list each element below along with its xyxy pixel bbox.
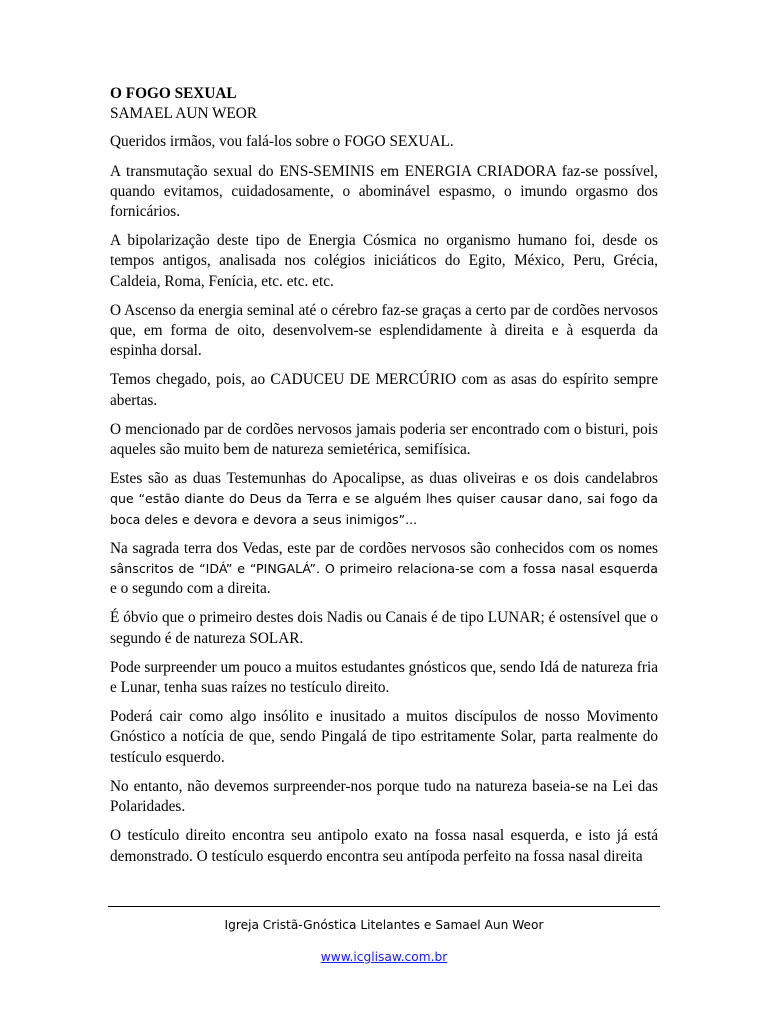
footer-divider [108,906,660,907]
paragraph [110,420,658,460]
paragraph-text: Na sagrada terra dos Vedas, este par de cordões nervosos são conhecidos com os nomes [110,539,658,557]
paragraph [110,301,658,362]
paragraph-text: Estes são as duas Testemunhas do Apocalipse, as duas oliveiras e os dois candelabros [110,470,658,488]
paragraph-text: A transmutação sexual do ENS-SEMINIS em ENERGIA CRIADORA faz-se possível, quando evitamos, cuidadosamente, o abominável espasmo, o imundo orgasmo dos fornicários. [110,162,658,221]
document-author: SAMAEL AUN WEOR [110,105,258,123]
paragraph-text: No entanto, não devemos surpreender-nos porque tudo na natureza baseia-se na Lei das Polaridades. [110,777,658,816]
paragraph-text: Temos chegado, pois, ao CADUCEU DE MERCÚRIO com as asas do espírito sempre abertas. [110,371,658,409]
paragraph-text: O mencionado par de cordões nervosos jamais poderia ser encontrado com o bisturi, pois aqueles são muito bem de natureza semietérica, semifísica. [110,420,658,459]
paragraph-text: Pode surpreender um pouco a muitos estudantes gnósticos que, sendo Idá de natureza fria e Lunar, tenha suas raízes no testículo direito. [110,658,658,697]
document-title: O FOGO SEXUAL [110,85,237,102]
paragraph [110,777,658,817]
paragraph [110,826,658,866]
website-link[interactable]: www.icglisaw.com.br [320,950,448,964]
paragraph-text: O Ascenso da energia seminal até o cérebro faz-se graças a certo par de cordões nervosos que, em forma de oito, desenvolvem-se esplendidamente à direita e à esquerda da espinha dorsal. [110,301,658,360]
paragraph-text: O testículo direito encontra seu antipolo exato na fossa nasal esquerda, e isto já está demonstrado. O testículo esquerdo encontra seu antípoda perfeito na fossa nasal direita [110,827,658,865]
paragraph [110,162,658,223]
apocalypse-quote: que “estão diante do Deus da Terra e se alguém lhes quiser causar dano, sai fogo da boca deles e devora e devora a seus inimigos”... [110,491,658,527]
paragraph-tail: e o segundo com a direita. [110,580,271,598]
paragraph [110,658,658,698]
paragraph [110,370,658,410]
paragraph-text: É óbvio que o primeiro destes dois Nadis ou Canais é de tipo LUNAR; é ostensível que o segundo é de natureza SOLAR. [110,609,658,647]
paragraph-text: Poderá cair como algo insólito e inusitado a muitos discípulos de nosso Movimento Gnóstico a notícia de que, sendo Pingalá de tipo estritamente Solar, parta realmente do testículo esquerdo. [110,708,658,766]
paragraph-text: Queridos irmãos, vou falá-los sobre o FOGO SEXUAL. [110,133,454,151]
footer-website [0,950,768,964]
footer-organization: Igreja Cristã-Gnóstica Litelantes e Samael Aun Weor [224,918,544,932]
paragraph [110,608,658,648]
paragraph [110,231,658,292]
sanskrit-names-text: sânscritos de “IDÁ” e “PINGALÁ”. O primeiro relaciona-se com a fossa nasal esquerda [110,561,658,577]
paragraph [110,539,658,600]
paragraph [110,707,658,768]
document-body [110,84,658,876]
paragraph [110,132,658,152]
paragraph-text: A bipolarização deste tipo de Energia Cósmica no organismo humano foi, desde os tempos antigos, analisada nos colégios iniciáticos do Egito, México, Peru, Grécia, Caldeia, Roma, Fenícia, etc. etc. etc. [110,232,658,290]
paragraph [110,469,658,530]
